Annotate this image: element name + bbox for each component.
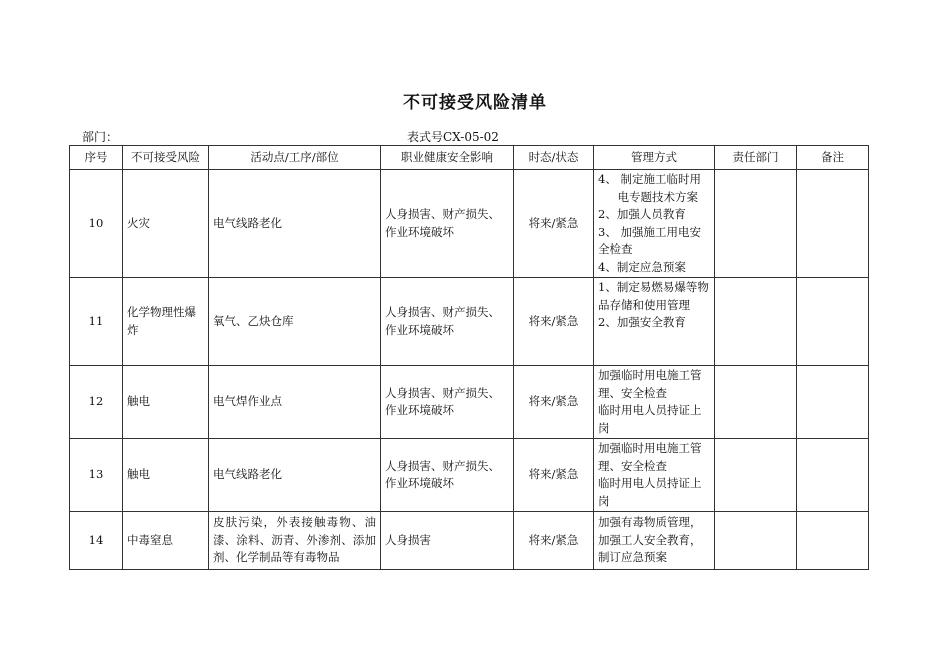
- header-department: 责任部门: [715, 146, 797, 170]
- row-number: 13: [70, 439, 123, 512]
- row-management: [594, 439, 715, 512]
- management-line: 4、制定应急预案: [598, 259, 686, 274]
- form-number: 表式号CX-05-02: [407, 130, 499, 144]
- management-line: 临时用电人员持证上岗: [598, 476, 702, 508]
- management-line: 2、加强安全教育: [598, 315, 686, 329]
- row-activity: 皮肤污染，外表接触毒物、油漆、涂料、沥青、外渗剂、添加剂、化学制品等有毒物品: [209, 512, 381, 570]
- management-line: 加强有毒物质管理，: [598, 515, 702, 530]
- row-activity: 电气线路老化: [209, 439, 381, 512]
- row-state: 将来/紧急: [514, 366, 594, 439]
- management-line: 4、 制定施工临时用: [598, 172, 701, 186]
- row-department: [715, 439, 797, 512]
- row-activity: 电气线路老化: [209, 170, 381, 278]
- table-row: [70, 439, 869, 512]
- table-header-row: [70, 146, 869, 170]
- row-impact: 人身损害、财产损失、作业环境破坏: [381, 278, 514, 366]
- header-remarks: 备注: [797, 146, 869, 170]
- department-label: 部门：: [82, 130, 119, 144]
- header-impact: 职业健康安全影响: [381, 146, 514, 170]
- management-line: 1、制定易燃易爆等物品存储和使用管理: [598, 280, 709, 312]
- header-state: 时态/状态: [514, 146, 594, 170]
- management-line: 加强临时用电施工管理、安全检查: [598, 441, 702, 473]
- row-management: [594, 278, 715, 366]
- row-risk: 中毒窒息: [123, 512, 209, 570]
- row-department: [715, 170, 797, 278]
- row-risk: 火灾: [123, 170, 209, 278]
- row-remarks: [797, 278, 869, 366]
- row-management: [594, 512, 715, 570]
- management-line: 制订应急预案: [598, 550, 667, 565]
- row-state: 将来/紧急: [514, 512, 594, 570]
- row-impact: 人身损害、财产损失、作业环境破坏: [381, 439, 514, 512]
- table-row: [70, 170, 869, 278]
- row-state: 将来/紧急: [514, 278, 594, 366]
- row-impact: 人身损害、财产损失、作业环境破坏: [381, 170, 514, 278]
- row-remarks: [797, 170, 869, 278]
- row-management: [594, 170, 715, 278]
- management-line: 临时用电人员持证上岗: [598, 403, 702, 435]
- risk-table: [69, 145, 869, 570]
- management-line: 2、加强人员教育: [598, 207, 686, 221]
- header-no: 序号: [70, 146, 123, 170]
- row-number: 12: [70, 366, 123, 439]
- row-remarks: [797, 439, 869, 512]
- management-line: 3、 加强施工用电安全检查: [598, 224, 701, 256]
- table-row: [70, 278, 869, 366]
- row-number: 14: [70, 512, 123, 570]
- row-activity: 电气焊作业点: [209, 366, 381, 439]
- row-remarks: [797, 512, 869, 570]
- row-state: 将来/紧急: [514, 170, 594, 278]
- header-activity: 活动点/工序/部位: [209, 146, 381, 170]
- table-row: [70, 366, 869, 439]
- row-risk: 化学物理性爆炸: [123, 278, 209, 366]
- table-row: [70, 512, 869, 570]
- management-line: 加强临时用电施工管理、安全检查: [598, 368, 702, 400]
- row-risk: 触电: [123, 439, 209, 512]
- row-impact: 人身损害、财产损失、作业环境破坏: [381, 366, 514, 439]
- row-number: 10: [70, 170, 123, 278]
- document-title: 不可接受风险清单: [403, 93, 547, 113]
- header-management: 管理方式: [594, 146, 715, 170]
- management-line: 加强工人安全教育，: [598, 532, 702, 547]
- row-number: 11: [70, 278, 123, 366]
- row-activity: 氧气、乙炔仓库: [209, 278, 381, 366]
- management-line: 电专题技术方案: [617, 189, 699, 204]
- header-risk: 不可接受风险: [123, 146, 209, 170]
- row-department: [715, 366, 797, 439]
- row-department: [715, 278, 797, 366]
- row-management: [594, 366, 715, 439]
- row-department: [715, 512, 797, 570]
- row-state: 将来/紧急: [514, 439, 594, 512]
- row-remarks: [797, 366, 869, 439]
- row-impact: 人身损害: [381, 512, 514, 570]
- row-risk: 触电: [123, 366, 209, 439]
